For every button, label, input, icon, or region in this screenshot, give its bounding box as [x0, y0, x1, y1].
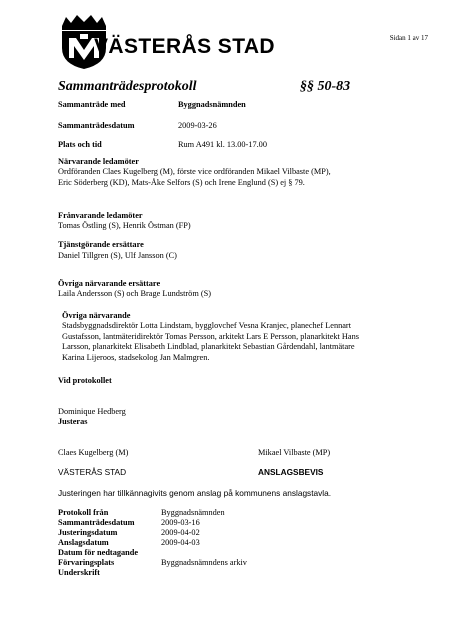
notice-title: ANSLAGSBEVIS [258, 467, 324, 477]
other-substitutes-heading: Övriga närvarande ersättare [58, 279, 161, 288]
city-name: VÄSTERÅS STAD [94, 35, 275, 58]
notice-row-value: Byggnadsnämnden [161, 508, 225, 517]
meeting-place-value: Rum A491 kl. 13.00-17.00 [178, 140, 267, 149]
notice-row-value: 2009-04-03 [161, 538, 200, 547]
document-paragraphs: §§ 50-83 [300, 79, 351, 94]
present-members-line: Ordföranden Claes Kugelberg (M), förste vice ordföranden Mikael Vilbaste (MP), [58, 167, 331, 176]
meeting-date-value: 2009-03-26 [178, 121, 217, 130]
document-title: Sammanträdesprotokoll [58, 79, 197, 94]
others-present-line: Stadsbyggnadsdirektör Lotta Lindstam, bygglovchef Vesna Kranjec, planechef Lennart [62, 321, 351, 330]
notice-row-label: Justeringsdatum [58, 528, 118, 537]
meeting-place-label: Plats och tid [58, 140, 102, 149]
absent-members-heading: Frånvarande ledamöter [58, 211, 143, 220]
notice-row-label: Protokoll från [58, 508, 109, 517]
other-substitutes-line: Laila Andersson (S) och Brage Lundström (S) [58, 289, 212, 298]
notice-row-value: 2009-04-02 [161, 528, 200, 537]
minutes-heading: Vid protokollet [58, 376, 112, 385]
others-present-heading: Övriga närvarande [62, 311, 131, 320]
notice-row-label: Förvaringsplats [58, 558, 115, 567]
notice-row-label: Anslagsdatum [58, 538, 109, 547]
others-present-line: Larsson, planarkitekt Elisabeth Lindblad, planarkitekt Sebastian Gårdendahl, lantmätare [62, 342, 355, 351]
serving-substitutes-line: Daniel Tillgren (S), Ulf Jansson (C) [58, 251, 177, 260]
secretary-name: Dominique Hedberg [58, 407, 126, 416]
notice-row-label: Sammanträdesdatum [58, 518, 135, 527]
meeting-label: Sammanträde med [58, 100, 126, 109]
notice-city: VÄSTERÅS STAD [58, 467, 127, 477]
notice-row-label: Datum för nedtagande [58, 548, 139, 557]
notice-row-value: 2009-03-16 [161, 518, 200, 527]
serving-substitutes-heading: Tjänstgörande ersättare [58, 240, 144, 249]
adjusted-label: Justeras [58, 417, 88, 426]
others-present-line: Gustafsson, lantmäteridirektör Tomas Persson, arkitekt Lars E Persson, planarkitekt Hans [62, 332, 359, 341]
others-present-line: Karina Lijeroos, stadsekolog Jan Malmgren. [62, 353, 210, 362]
absent-members-line: Tomas Östling (S), Henrik Östman (FP) [58, 221, 191, 230]
present-members-line: Eric Söderberg (KD), Mats-Åke Selfors (S) och Irene Englund (S) ej § 79. [58, 178, 305, 187]
signer-vice-chair: Mikael Vilbaste (MP) [258, 448, 331, 457]
meeting-value: Byggnadsnämnden [178, 100, 246, 109]
present-members-heading: Närvarande ledamöter [58, 157, 139, 166]
notice-row-label: Underskrift [58, 568, 100, 577]
notice-statement: Justeringen har tillkännagivits genom anslag på kommunens anslagstavla. [58, 488, 332, 498]
page-number: Sidan 1 av 17 [389, 34, 428, 42]
meeting-date-label: Sammanträdesdatum [58, 121, 135, 130]
signer-chair: Claes Kugelberg (M) [58, 448, 129, 457]
notice-row-value: Byggnadsnämndens arkiv [161, 558, 247, 567]
